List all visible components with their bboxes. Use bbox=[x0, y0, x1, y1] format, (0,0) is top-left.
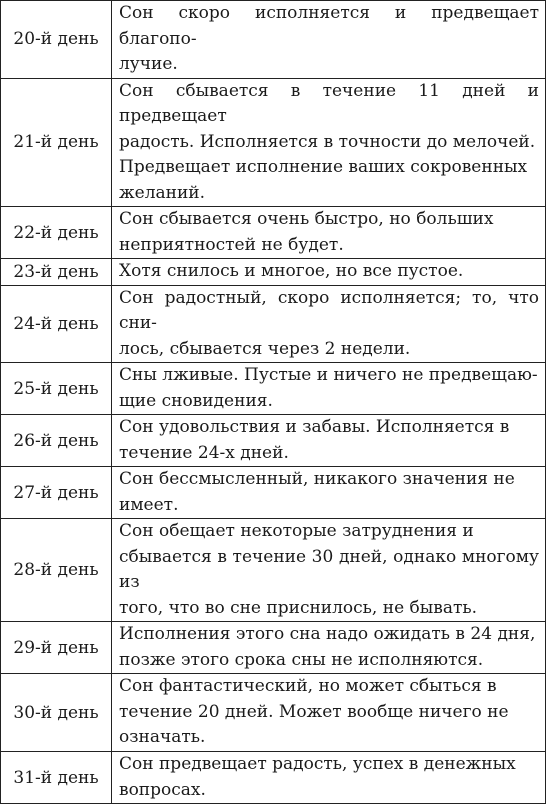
description-line: Сон обещает некоторые затруднения и bbox=[119, 521, 474, 541]
description-cell bbox=[112, 259, 546, 286]
description-cell bbox=[112, 752, 546, 804]
table-row bbox=[1, 415, 546, 467]
description-line: Сон удовольствия и забавы. Исполняется в bbox=[119, 417, 510, 437]
table-row bbox=[1, 363, 546, 415]
table-row bbox=[1, 752, 546, 804]
table-row bbox=[1, 674, 546, 752]
description-line: Сон сбывается в течение 11 дней и предвещает bbox=[119, 80, 539, 126]
description-cell bbox=[112, 363, 546, 415]
description-line: Сон сбывается очень быстро, но больших bbox=[119, 209, 494, 229]
day-cell: 25-й день bbox=[1, 363, 112, 415]
day-cell: 20-й день bbox=[1, 1, 112, 79]
table-row bbox=[1, 285, 546, 363]
description-line: течение 20 дней. Может вообще ничего не bbox=[119, 701, 509, 722]
table-row bbox=[1, 207, 546, 259]
day-cell: 30-й день bbox=[1, 674, 112, 752]
description-line: позже этого срока сны не исполняются. bbox=[119, 649, 484, 670]
description-line: желаний. bbox=[119, 182, 206, 203]
description-cell bbox=[112, 674, 546, 752]
day-cell: 31-й день bbox=[1, 752, 112, 804]
description-line: сбывается в течение 30 дней, однако многому из bbox=[119, 546, 539, 592]
table-row bbox=[1, 78, 546, 207]
description-line: Исполнения этого сна надо ожидать в 24 дня, bbox=[119, 624, 536, 644]
description-line: Сон радостный, скоро исполняется; то, что сни- bbox=[119, 287, 539, 333]
description-line: радость. Исполняется в точности до мелочей. bbox=[119, 131, 536, 152]
day-cell: 29-й день bbox=[1, 622, 112, 674]
description-line: Сон скоро исполняется и предвещает благопо- bbox=[119, 3, 539, 49]
description-line: Сон предвещает радость, успех в денежных bbox=[119, 754, 516, 774]
table-row bbox=[1, 622, 546, 674]
description-line: лучие. bbox=[119, 54, 178, 74]
description-line: означать. bbox=[119, 727, 206, 748]
description-cell bbox=[112, 1, 546, 79]
description-line: Сны лживые. Пустые и ничего не предвещаю- bbox=[119, 365, 538, 385]
description-line: Предвещает исполнение ваших сокровенных bbox=[119, 157, 528, 177]
table-row bbox=[1, 467, 546, 519]
description-line: Сон фантастический, но может сбыться в bbox=[119, 676, 497, 697]
table-row bbox=[1, 1, 546, 79]
day-cell: 24-й день bbox=[1, 285, 112, 363]
description-cell bbox=[112, 78, 546, 207]
table-body bbox=[1, 1, 546, 804]
description-line: лось, сбывается через 2 недели. bbox=[119, 338, 411, 359]
description-line: Сон бессмысленный, никакого значения не bbox=[119, 469, 515, 489]
day-cell: 27-й день bbox=[1, 467, 112, 519]
description-line: неприятностей не будет. bbox=[119, 234, 344, 255]
day-cell: 23-й день bbox=[1, 259, 112, 286]
description-cell bbox=[112, 415, 546, 467]
description-line: того, что во сне приснилось, не бывать. bbox=[119, 597, 478, 618]
description-line: вопросах. bbox=[119, 779, 206, 800]
table-row bbox=[1, 259, 546, 286]
description-line: течение 24-х дней. bbox=[119, 442, 289, 463]
description-cell bbox=[112, 285, 546, 363]
table-row bbox=[1, 519, 546, 622]
description-cell bbox=[112, 207, 546, 259]
day-cell: 26-й день bbox=[1, 415, 112, 467]
day-cell: 22-й день bbox=[1, 207, 112, 259]
description-line: имеет. bbox=[119, 494, 179, 515]
description-cell bbox=[112, 519, 546, 622]
day-cell: 28-й день bbox=[1, 519, 112, 622]
description-line: щие сновидения. bbox=[119, 390, 273, 411]
description-cell bbox=[112, 622, 546, 674]
description-line: Хотя снилось и многое, но все пустое. bbox=[119, 261, 464, 281]
day-cell: 21-й день bbox=[1, 78, 112, 207]
description-cell bbox=[112, 467, 546, 519]
